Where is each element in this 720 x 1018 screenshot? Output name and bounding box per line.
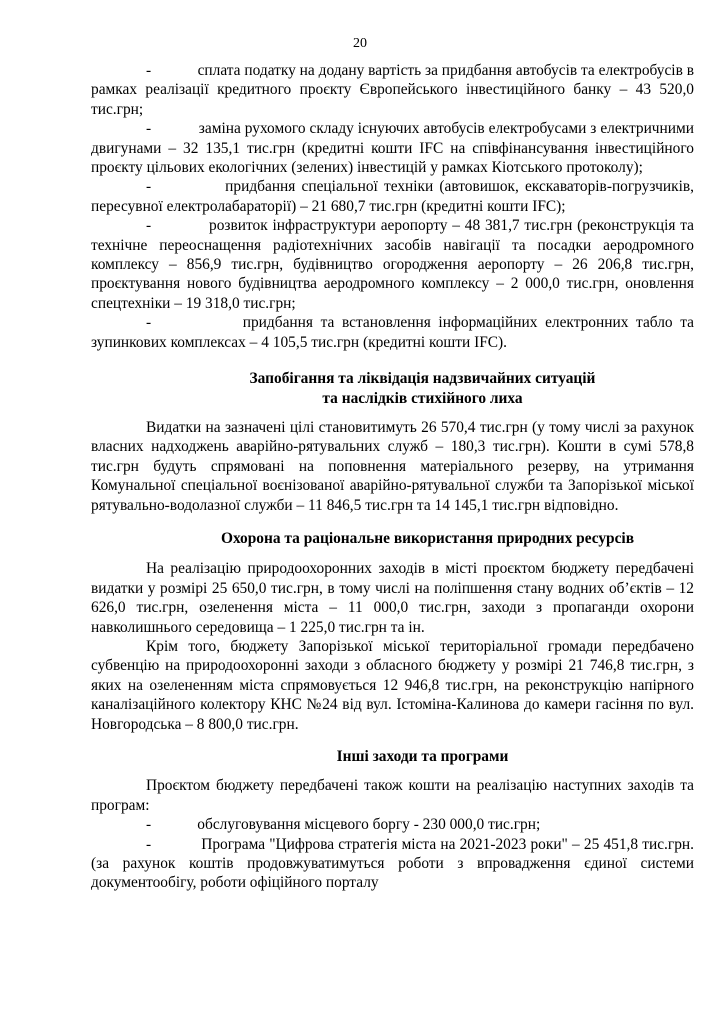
list-item: - Програма "Цифрова стратегія міста на 2021-2023 роки" – 25 451,8 тис.грн. (за рахунок коштів продовжуватимуться роботи з впровадження єдиної системи документообігу, роботи офіційного порталу [91, 835, 694, 892]
paragraph: Видатки на зазначені цілі становитимуть 26 570,4 тис.грн (у тому числі за рахунок власних надходжень аварійно-рятувальних служб – 180,3 тис.грн). Кошти в сумі 578,8 тис.грн будуть спрямовані на поповнення матеріального резерву, на утримання Комунальної спеціальної воєнізованої аварійно-рятувальної служби та Запорізької міської рятувально-водолазної служби – 11 846,5 тис.грн та 14 145,1 тис.грн відповідно. [91, 418, 694, 514]
section-heading-other: Інші заходи та програми [336, 748, 509, 765]
list-item: - сплата податку на додану вартість за придбання автобусів та електробусів в рамках реалізації кредитного проєкту Європейського інвестиційного банку – 43 520,0 тис.грн; [91, 62, 694, 118]
list-item: - заміна рухомого складу існуючих автобусів електробусами з електричними двигунами – 32 135,1 тис.грн (кредитні кошти IFC на співфінансування інвестиційного проєкту цільових екологічних (зелених) інвестицій у рамках Кіотського протоколу); [91, 120, 694, 177]
paragraph: На реалізацію природоохоронних заходів в місті проєктом бюджету передбачені видатки у розмірі 25 650,0 тис.грн, в тому числі на поліпшення стану водних об’єктів – 12 626,0 тис.грн, озеленення міста – 11 000,0 тис.грн, заходи з пропаганди охорони навколишнього середовища – 1 225,0 тис.грн та ін. [91, 560, 694, 636]
section-heading-emergencies [91, 369, 694, 408]
page-number: 20 [353, 36, 367, 51]
page-content [91, 61, 694, 893]
paragraph: Проєктом бюджету передбачені також кошти на реалізацію наступних заходів та програм: [91, 777, 694, 814]
list-item: - розвиток інфраструктури аеропорту – 48 381,7 тис.грн (реконструкція та технічне переоснащення радіотехнічних засобів навігації та посадки аеродромного комплексу – 856,9 тис.грн, будівництво огородження аеропорту – 26 206,8 тис.грн, проєктування нового будівництва аеродромного комплексу – 2 000,0 тис.грн, оновлення спецтехніки – 19 318,0 тис.грн; [91, 217, 694, 312]
list-item: - придбання спеціальної техніки (автовишок, екскаваторів-погрузчиків, пересувної електролабараторії) – 21 680,7 тис.грн (кредитні кошти IFC); [91, 178, 694, 215]
paragraph: Крім того, бюджету Запорізької міської територіальної громади передбачено субвенцію на природоохоронні заходи з обласного бюджету у розмірі 21 746,8 тис.грн, з яких на озелененням міста спрямовується 12 946,8 тис.грн, на реконструкцію напірного каналізаційного колектору КНС №24 від вул. Істоміна-Калинова до камери гасіння по вул. Новгородська – 8 800,0 тис.грн. [91, 637, 694, 733]
list-item: - придбання та встановлення інформаційних електронних табло та зупинкових комплексах – 4 105,5 тис.грн (кредитні кошти IFC). [91, 314, 694, 351]
list-item: - обслуговування місцевого боргу - 230 000,0 тис.грн; [146, 816, 541, 834]
heading-line: та наслідків стихійного лиха [322, 389, 523, 407]
heading-line: Запобігання та ліквідація надзвичайних ситуацій [249, 370, 596, 388]
section-heading-nature: Охорона та раціональне використання природних ресурсів [220, 529, 635, 547]
